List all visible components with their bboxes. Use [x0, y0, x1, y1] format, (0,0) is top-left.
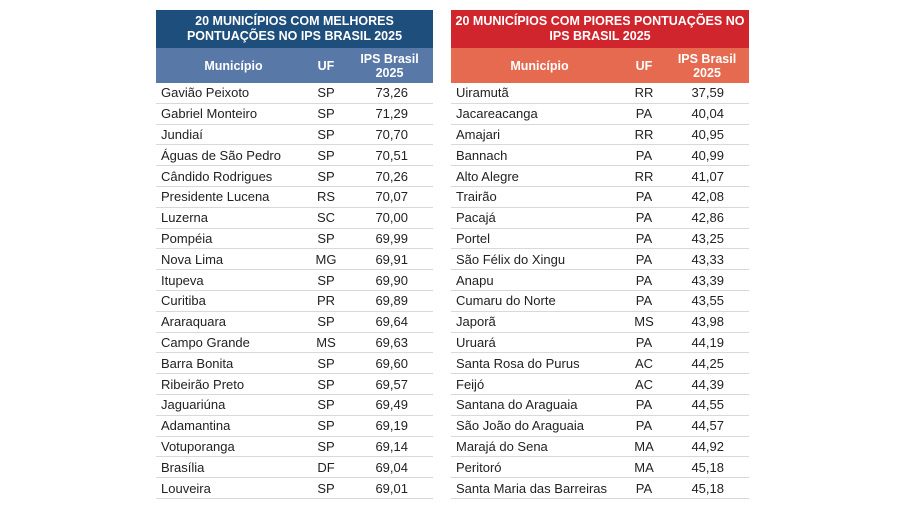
score-cell: 44,57 — [691, 418, 724, 434]
municipio-cell: Ribeirão Preto — [161, 376, 245, 392]
table-row — [156, 312, 433, 333]
table-row — [156, 353, 433, 374]
score-cell: 70,51 — [375, 147, 408, 163]
municipio-cell: Brasília — [161, 459, 205, 475]
score-cell: 69,57 — [375, 376, 408, 392]
uf-cell: PA — [635, 210, 653, 226]
uf-cell: RR — [634, 168, 654, 184]
uf-cell: SP — [317, 355, 335, 371]
uf-cell: SP — [317, 168, 335, 184]
municipio-cell: Santana do Araguaia — [456, 397, 578, 413]
table-row — [451, 333, 749, 354]
table-row — [451, 478, 749, 499]
table-row — [156, 187, 433, 208]
uf-cell: SP — [317, 106, 335, 122]
score-cell: 70,07 — [375, 189, 408, 205]
score-cell: 44,39 — [691, 376, 724, 392]
table-row — [451, 208, 749, 229]
municipio-cell: Cumaru do Norte — [456, 293, 556, 309]
municipio-cell: Luzerna — [161, 210, 208, 226]
table-row — [451, 125, 749, 146]
uf-cell: SP — [317, 418, 335, 434]
municipio-cell: Uruará — [456, 334, 496, 350]
table-row — [156, 270, 433, 291]
uf-cell: SP — [317, 85, 335, 101]
municipio-cell: Peritoró — [456, 459, 502, 475]
uf-cell: MS — [634, 314, 654, 330]
uf-cell: MG — [315, 251, 337, 267]
municipio-cell: Louveira — [161, 480, 211, 496]
municipio-cell: Votuporanga — [161, 438, 235, 454]
table-row — [156, 416, 433, 437]
score-cell: 70,26 — [375, 168, 408, 184]
score-cell: 69,60 — [375, 355, 408, 371]
score-cell: 69,64 — [375, 314, 408, 330]
uf-cell: RS — [316, 189, 336, 205]
score-cell: 69,19 — [375, 418, 408, 434]
table-row — [451, 270, 749, 291]
col-uf: UF — [635, 58, 653, 73]
table-header — [156, 48, 433, 83]
table-row — [156, 208, 433, 229]
uf-cell: PA — [635, 106, 653, 122]
uf-cell: SP — [317, 230, 335, 246]
municipio-cell: Jundiaí — [161, 126, 203, 142]
worst-municipalities-table — [451, 10, 749, 499]
table-row — [156, 249, 433, 270]
table-row — [451, 416, 749, 437]
uf-cell: SP — [317, 147, 335, 163]
score-cell: 40,04 — [691, 106, 724, 122]
uf-cell: RR — [634, 85, 654, 101]
municipio-cell: Gavião Peixoto — [161, 85, 250, 101]
score-cell: 71,29 — [375, 106, 408, 122]
score-cell: 69,89 — [375, 293, 408, 309]
uf-cell: SC — [316, 210, 336, 226]
uf-cell: SP — [317, 272, 335, 288]
uf-cell: PA — [635, 397, 653, 413]
municipio-cell: Santa Rosa do Purus — [456, 355, 580, 371]
score-cell: 69,90 — [375, 272, 408, 288]
col-score: IPS Brasil 2025 — [360, 51, 419, 80]
score-cell: 44,25 — [691, 355, 724, 371]
municipio-cell: Japorã — [456, 314, 496, 330]
municipio-cell: Santa Maria das Barreiras — [456, 480, 608, 496]
municipio-cell: Nova Lima — [161, 251, 224, 267]
col-score: IPS Brasil 2025 — [677, 51, 737, 80]
score-cell: 43,98 — [691, 314, 724, 330]
table-row — [451, 374, 749, 395]
score-cell: 43,33 — [691, 251, 724, 267]
score-cell: 43,25 — [691, 230, 724, 246]
table-row — [156, 104, 433, 125]
table-row — [451, 166, 749, 187]
municipio-cell: Bannach — [456, 147, 508, 163]
table-row — [451, 353, 749, 374]
score-cell: 70,70 — [375, 126, 408, 142]
municipio-cell: Águas de São Pedro — [161, 147, 281, 163]
table-title: 20 MUNICÍPIOS COM MELHORES PONTUAÇÕES NO IPS BRASIL 2025 — [156, 10, 433, 48]
municipio-cell: Gabriel Monteiro — [161, 106, 258, 122]
table-row — [156, 145, 433, 166]
table-row — [451, 249, 749, 270]
table-row — [156, 125, 433, 146]
municipio-cell: Itupeva — [161, 272, 204, 288]
municipio-cell: Curitiba — [161, 293, 206, 309]
table-row — [451, 83, 749, 104]
table-body — [156, 83, 433, 499]
municipio-cell: Amajari — [456, 126, 501, 142]
uf-cell: MS — [316, 334, 336, 350]
municipio-cell: Araraquara — [161, 314, 227, 330]
uf-cell: PA — [635, 189, 653, 205]
municipio-cell: Pacajá — [456, 210, 496, 226]
municipio-cell: São João do Araguaia — [456, 418, 584, 434]
score-cell: 44,19 — [691, 334, 724, 350]
score-cell: 44,55 — [691, 397, 724, 413]
uf-cell: SP — [317, 376, 335, 392]
score-cell: 42,08 — [691, 189, 724, 205]
table-row — [156, 457, 433, 478]
table-header — [451, 48, 749, 83]
municipio-cell: Pompéia — [161, 230, 213, 246]
table-row — [451, 437, 749, 458]
uf-cell: RR — [634, 126, 654, 142]
table-row — [156, 437, 433, 458]
municipio-cell: Campo Grande — [161, 334, 250, 350]
table-row — [451, 395, 749, 416]
uf-cell: AC — [634, 355, 654, 371]
uf-cell: PA — [635, 334, 653, 350]
score-cell: 45,18 — [691, 480, 724, 496]
score-cell: 73,26 — [375, 85, 408, 101]
uf-cell: PR — [316, 293, 336, 309]
score-cell: 44,92 — [691, 438, 724, 454]
table-body — [451, 83, 749, 499]
uf-cell: DF — [317, 459, 335, 475]
municipio-cell: Adamantina — [161, 418, 231, 434]
uf-cell: PA — [635, 230, 653, 246]
uf-cell: PA — [635, 418, 653, 434]
score-cell: 43,55 — [691, 293, 724, 309]
municipio-cell: Feijó — [456, 376, 485, 392]
score-cell: 43,39 — [691, 272, 724, 288]
score-cell: 45,18 — [691, 459, 724, 475]
table-row — [451, 145, 749, 166]
municipio-cell: Barra Bonita — [161, 355, 234, 371]
score-cell: 69,63 — [375, 334, 408, 350]
score-cell: 42,86 — [691, 210, 724, 226]
table-row — [451, 312, 749, 333]
municipio-cell: Presidente Lucena — [161, 189, 270, 205]
table-row — [156, 333, 433, 354]
uf-cell: PA — [635, 272, 653, 288]
uf-cell: SP — [317, 438, 335, 454]
best-municipalities-table — [156, 10, 433, 499]
table-row — [156, 166, 433, 187]
municipio-cell: Anapu — [456, 272, 494, 288]
table-row — [156, 395, 433, 416]
table-row — [156, 374, 433, 395]
score-cell: 69,91 — [375, 251, 408, 267]
table-row — [451, 187, 749, 208]
score-cell: 40,95 — [691, 126, 724, 142]
col-uf: UF — [317, 58, 335, 73]
table-title: 20 MUNICÍPIOS COM PIORES PONTUAÇÕES NO IPS BRASIL 2025 — [451, 10, 749, 48]
score-cell: 70,00 — [375, 210, 408, 226]
col-municipio: Município — [510, 58, 569, 73]
municipio-cell: São Félix do Xingu — [456, 251, 566, 267]
uf-cell: PA — [635, 480, 653, 496]
table-row — [156, 291, 433, 312]
table-row — [451, 457, 749, 478]
municipio-cell: Trairão — [456, 189, 497, 205]
uf-cell: MA — [634, 438, 654, 454]
score-cell: 69,49 — [375, 397, 408, 413]
municipio-cell: Cândido Rodrigues — [161, 168, 273, 184]
table-row — [156, 229, 433, 250]
score-cell: 37,59 — [691, 85, 724, 101]
uf-cell: SP — [317, 480, 335, 496]
score-cell: 69,99 — [375, 230, 408, 246]
col-municipio: Município — [204, 58, 263, 73]
table-row — [451, 229, 749, 250]
score-cell: 69,14 — [375, 438, 408, 454]
score-cell: 41,07 — [691, 168, 724, 184]
score-cell: 69,01 — [375, 480, 408, 496]
uf-cell: PA — [635, 251, 653, 267]
municipio-cell: Jaguariúna — [161, 397, 226, 413]
table-row — [156, 478, 433, 499]
uf-cell: PA — [635, 147, 653, 163]
municipio-cell: Marajá do Sena — [456, 438, 548, 454]
table-row — [156, 83, 433, 104]
uf-cell: PA — [635, 293, 653, 309]
municipio-cell: Alto Alegre — [456, 168, 519, 184]
uf-cell: SP — [317, 126, 335, 142]
table-row — [451, 104, 749, 125]
score-cell: 40,99 — [691, 147, 724, 163]
uf-cell: SP — [317, 314, 335, 330]
uf-cell: MA — [634, 459, 654, 475]
uf-cell: AC — [634, 376, 654, 392]
municipio-cell: Uiramutã — [456, 85, 509, 101]
score-cell: 69,04 — [375, 459, 408, 475]
uf-cell: SP — [317, 397, 335, 413]
table-row — [451, 291, 749, 312]
municipio-cell: Portel — [456, 230, 490, 246]
municipio-cell: Jacareacanga — [456, 106, 538, 122]
